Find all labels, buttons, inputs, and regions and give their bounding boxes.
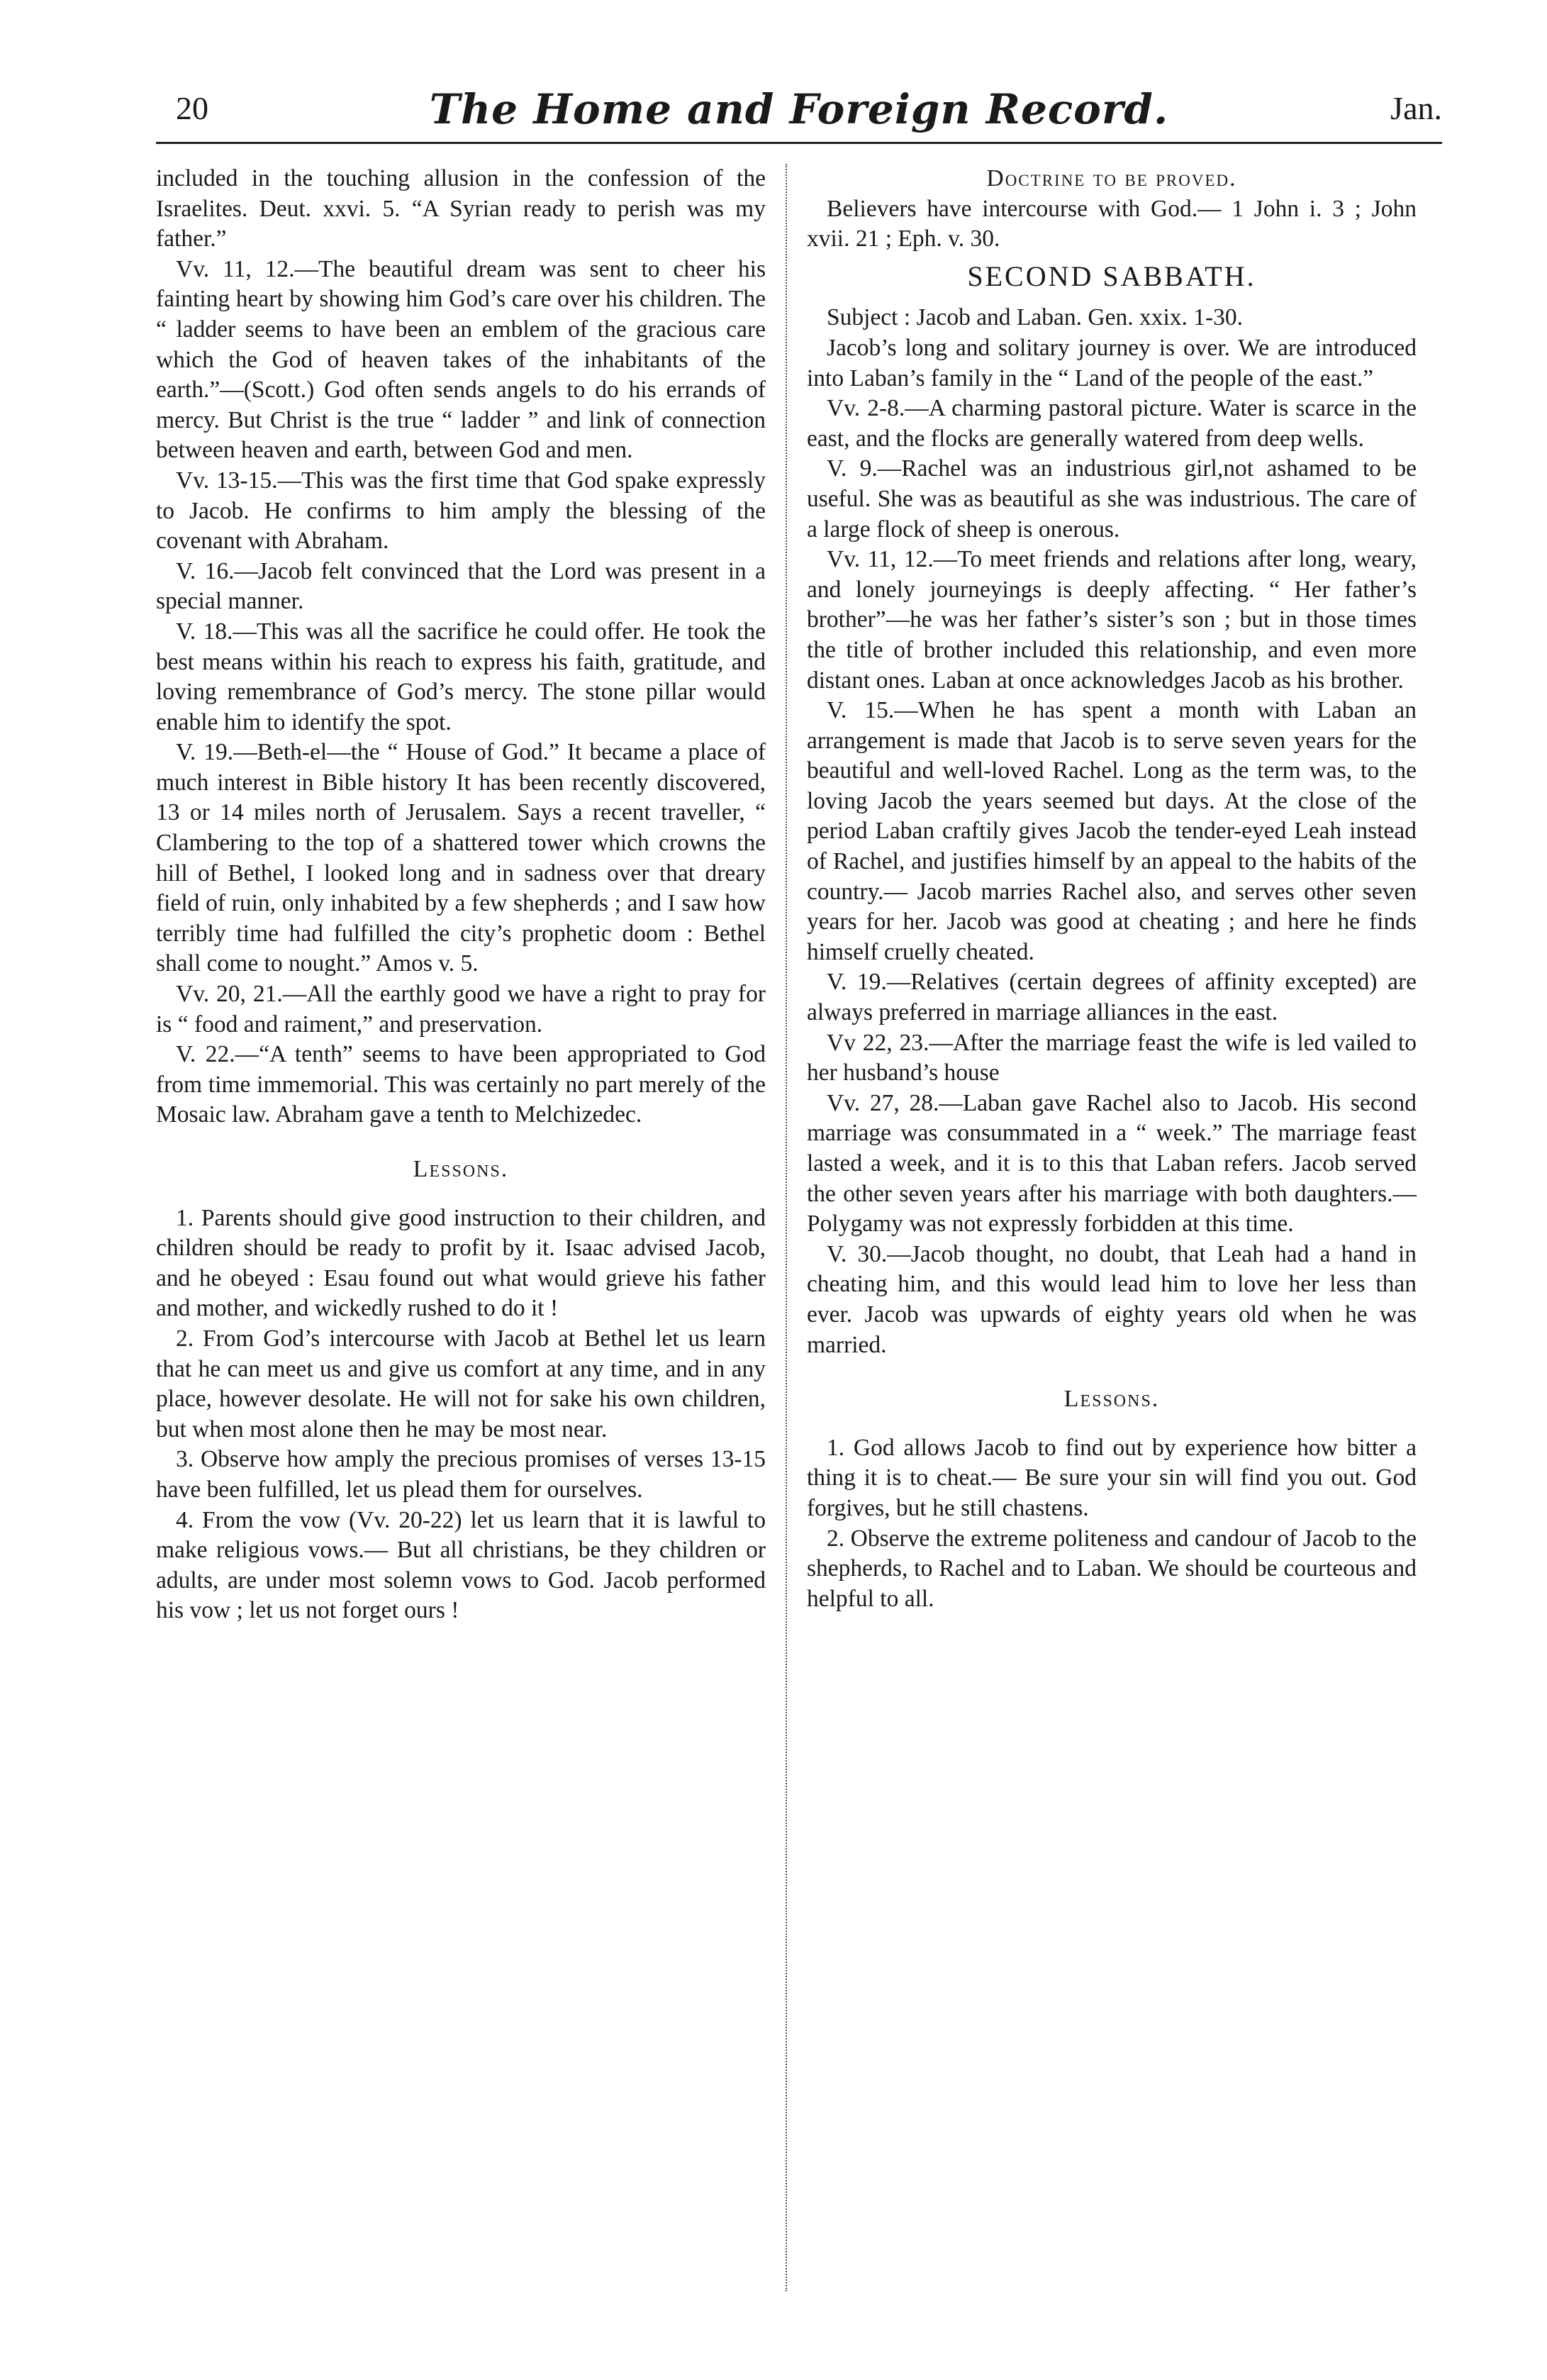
lesson-item: 3. Observe how amply the precious promises of verses 13-15 have been fulfilled, let us plead them for ourselves. [156,1446,766,1503]
doctrine-heading: Doctrine to be proved. [986,165,1237,191]
paragraph: Vv. 27, 28.—Laban gave Rachel also to Jacob. His second marriage was consummated in a “ week.” The marriage feast lasted a week, and it is to this that Laban refers. Jacob served the other seven years after his marriage with both daughters.— Polygamy was not expressly forbidden at this time. [807,1089,1417,1238]
paragraph: V. 15.—When he has spent a month with Laban an arrangement is made that Jacob is to serve seven years for the beautiful and well-loved Rachel. Long as the term was, to the loving Jacob the years seemed but days. At the close of the period Laban craftily gives Jacob the tender-eyed Leah instead of Rachel, and justifies himself by an appeal to the habits of the country.— Jacob marries Rachel also, and serves other seven years for her. Jacob was good at cheating ; and here he finds himself cruelly cheated. [807,697,1417,965]
two-column-body [156,164,1442,1626]
paragraph: V. 16.—Jacob felt convinced that the Lord was present in a special manner. [156,557,766,615]
lessons-heading: Lessons. [1063,1386,1160,1413]
right-column [807,164,1417,1626]
page-header [156,85,1442,142]
running-title: The Home and Foreign Record. [429,85,1169,133]
doctrine-text: Believers have intercourse with God.— 1 John i. 3 ; John xvii. 21 ; Eph. v. 30. [807,195,1417,252]
header-rule [156,142,1442,144]
paragraph: Vv. 2-8.—A charming pastoral picture. Water is scarce in the east, and the flocks are generally watered from deep wells. [807,395,1417,452]
lesson-item: 2. Observe the extreme politeness and candour of Jacob to the shepherds, to Rachel and to Laban. We should be courteous and helpful to all. [807,1525,1417,1612]
lessons-heading: Lessons. [413,1156,509,1182]
paragraph: V. 30.—Jacob thought, no doubt, that Leah had a hand in cheating him, and this would lead him to love her less than ever. Jacob was upwards of eighty years old when he was married. [807,1240,1417,1358]
paragraph: V. 9.—Rachel was an industrious girl,not ashamed to be useful. She was as beautiful as she was industrious. The care of a large flock of sheep is onerous. [807,455,1417,543]
issue-month: Jan. [1390,90,1442,126]
paragraph: Vv. 11, 12.—The beautiful dream was sent to cheer his fainting heart by showing him God’s care over his children. The “ ladder seems to have been an emblem of the gracious care which the God of heaven takes of the inhabitants of the earth.”—(Scott.) God often sends angels to do his errands of mercy. But Christ is the true “ ladder ” and link of connection between heaven and earth, between God and men. [156,255,766,464]
sabbath-heading: SECOND SABBATH. [967,260,1256,292]
paragraph: included in the touching allusion in the confession of the Israelites. Deut. xxvi. 5. “A Syrian ready to perish was my father.” [156,165,766,252]
lesson-item: 2. From God’s intercourse with Jacob at Bethel let us learn that he can meet us and give us comfort at any time, and in any place, however desolate. He will not for sake his own children, but when most alone then he may be most near. [156,1325,766,1442]
paragraph: V. 18.—This was all the sacrifice he could offer. He took the best means within his reach to express his faith, gratitude, and loving remembrance of God’s mercy. The stone pillar would enable him to identify the spot. [156,618,766,735]
left-column [156,164,766,1626]
paragraph: Vv. 11, 12.—To meet friends and relations after long, weary, and lonely journeyings is deeply affecting. “ Her father’s brother”—he was her father’s sister’s son ; but in those times the title of brother included this relationship, and even more distant ones. Laban at once acknowledges Jacob as his brother. [807,546,1417,694]
paragraph: Jacob’s long and solitary journey is over. We are introduced into Laban’s family in the “ Land of the people of the east.” [807,334,1417,391]
page-number: 20 [176,90,208,126]
lesson-item: 1. God allows Jacob to find out by experience how bitter a thing it is to cheat.— Be sure your sin will find you out. God forgives, but he still chastens. [807,1434,1417,1521]
paragraph: Vv 22, 23.—After the marriage feast the wife is led vailed to her husband’s house [807,1029,1417,1086]
subject-line: Subject : Jacob and Laban. Gen. xxix. 1-30. [827,304,1244,331]
lesson-item: 4. From the vow (Vv. 20-22) let us learn that it is lawful to make religious vows.— But all christians, be they children or adults, are under most solemn vows to God. Jacob performed his vow ; let us not forget ours ! [156,1506,766,1624]
column-divider [766,164,807,1626]
lesson-item: 1. Parents should give good instruction to their children, and children should be ready to profit by it. Isaac advised Jacob, and he obeyed : Esau found out what would grieve his father and mother, and wickedly rushed to do it ! [156,1204,766,1322]
paragraph: V. 19.—Beth-el—the “ House of God.” It became a place of much interest in Bible history It has been recently discovered, 13 or 14 miles north of Jerusalem. Says a recent traveller, “ Clambering to the top of a shattered tower which crowns the hill of Bethel, I looked long and in sadness over that dreary field of ruin, only inhabited by a few shepherds ; and I saw how terribly time had fulfilled the city’s prophetic doom : Bethel shall come to nought.” Amos v. 5. [156,739,766,977]
paragraph: Vv. 20, 21.—All the earthly good we have a right to pray for is “ food and raiment,” and preservation. [156,981,766,1038]
paragraph: Vv. 13-15.—This was the first time that God spake expressly to Jacob. He confirms to him amply the blessing of the covenant with Abraham. [156,467,766,555]
paragraph: V. 19.—Relatives (certain degrees of affinity excepted) are always preferred in marriage alliances in the east. [807,969,1417,1026]
paragraph: V. 22.—“A tenth” seems to have been appropriated to God from time immemorial. This was certainly no part merely of the Mosaic law. Abraham gave a tenth to Melchizedec. [156,1041,766,1128]
